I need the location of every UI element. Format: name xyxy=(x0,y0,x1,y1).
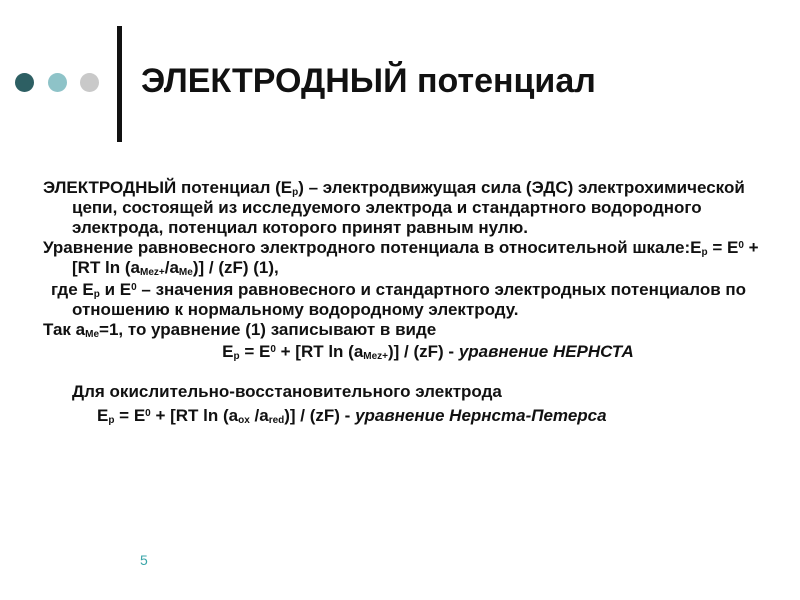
where-paragraph: где $Е_р$ и $Е^0$ – значения равновесного и стандартного электродных потенциалов по отношению к нормальному водородному электроду. xyxy=(51,280,747,319)
definition-paragraph: ЭЛЕКТРОДНЫЙ потенциал $(Е_р)$ – электродвижущая сила (ЭДС) электрохимической цепи, состоящей из исследуемого электрода и стандартного водородного электрода, потенциал которого принят равным нулю. xyxy=(43,178,745,237)
bullet-dot-dark xyxy=(15,73,34,92)
bullet-dot-light xyxy=(48,73,67,92)
so-paragraph: Так $a_{Me}=1$, то уравнение (1) записывают в виде xyxy=(43,320,437,340)
nernst-peters-equation: $Е_р = Е^0 + [RT$ $\ln (a_{ox}$ $/a_{red})] / (zF)$ - уравнение Нернста-Петерса xyxy=(97,406,607,426)
bullet-dot-gray xyxy=(80,73,99,92)
title-divider xyxy=(117,26,122,142)
slide-title: ЭЛЕКТРОДНЫЙ потенциал xyxy=(141,62,596,100)
nernst-equation: $Е_р = Е^0 + [RT$ $\ln (a_{Mez+})] / (zF)$ - уравнение НЕРНСТА xyxy=(222,342,634,362)
page-number: 5 xyxy=(140,552,148,568)
redox-intro: Для окислительно-восстановительного электрода xyxy=(72,382,502,401)
nernst-peters-equation-name: уравнение Нернста-Петерса xyxy=(355,406,607,425)
slide-body xyxy=(43,178,783,426)
equation-intro-paragraph: Уравнение равновесного электродного потенциала в относительной $шкале:Е_р = Е^0 + [RT$ $\ln (a_{Mez+}/a_{Me})] / (zF)$ (1), xyxy=(43,238,759,278)
nernst-equation-name: уравнение НЕРНСТА xyxy=(458,342,634,361)
